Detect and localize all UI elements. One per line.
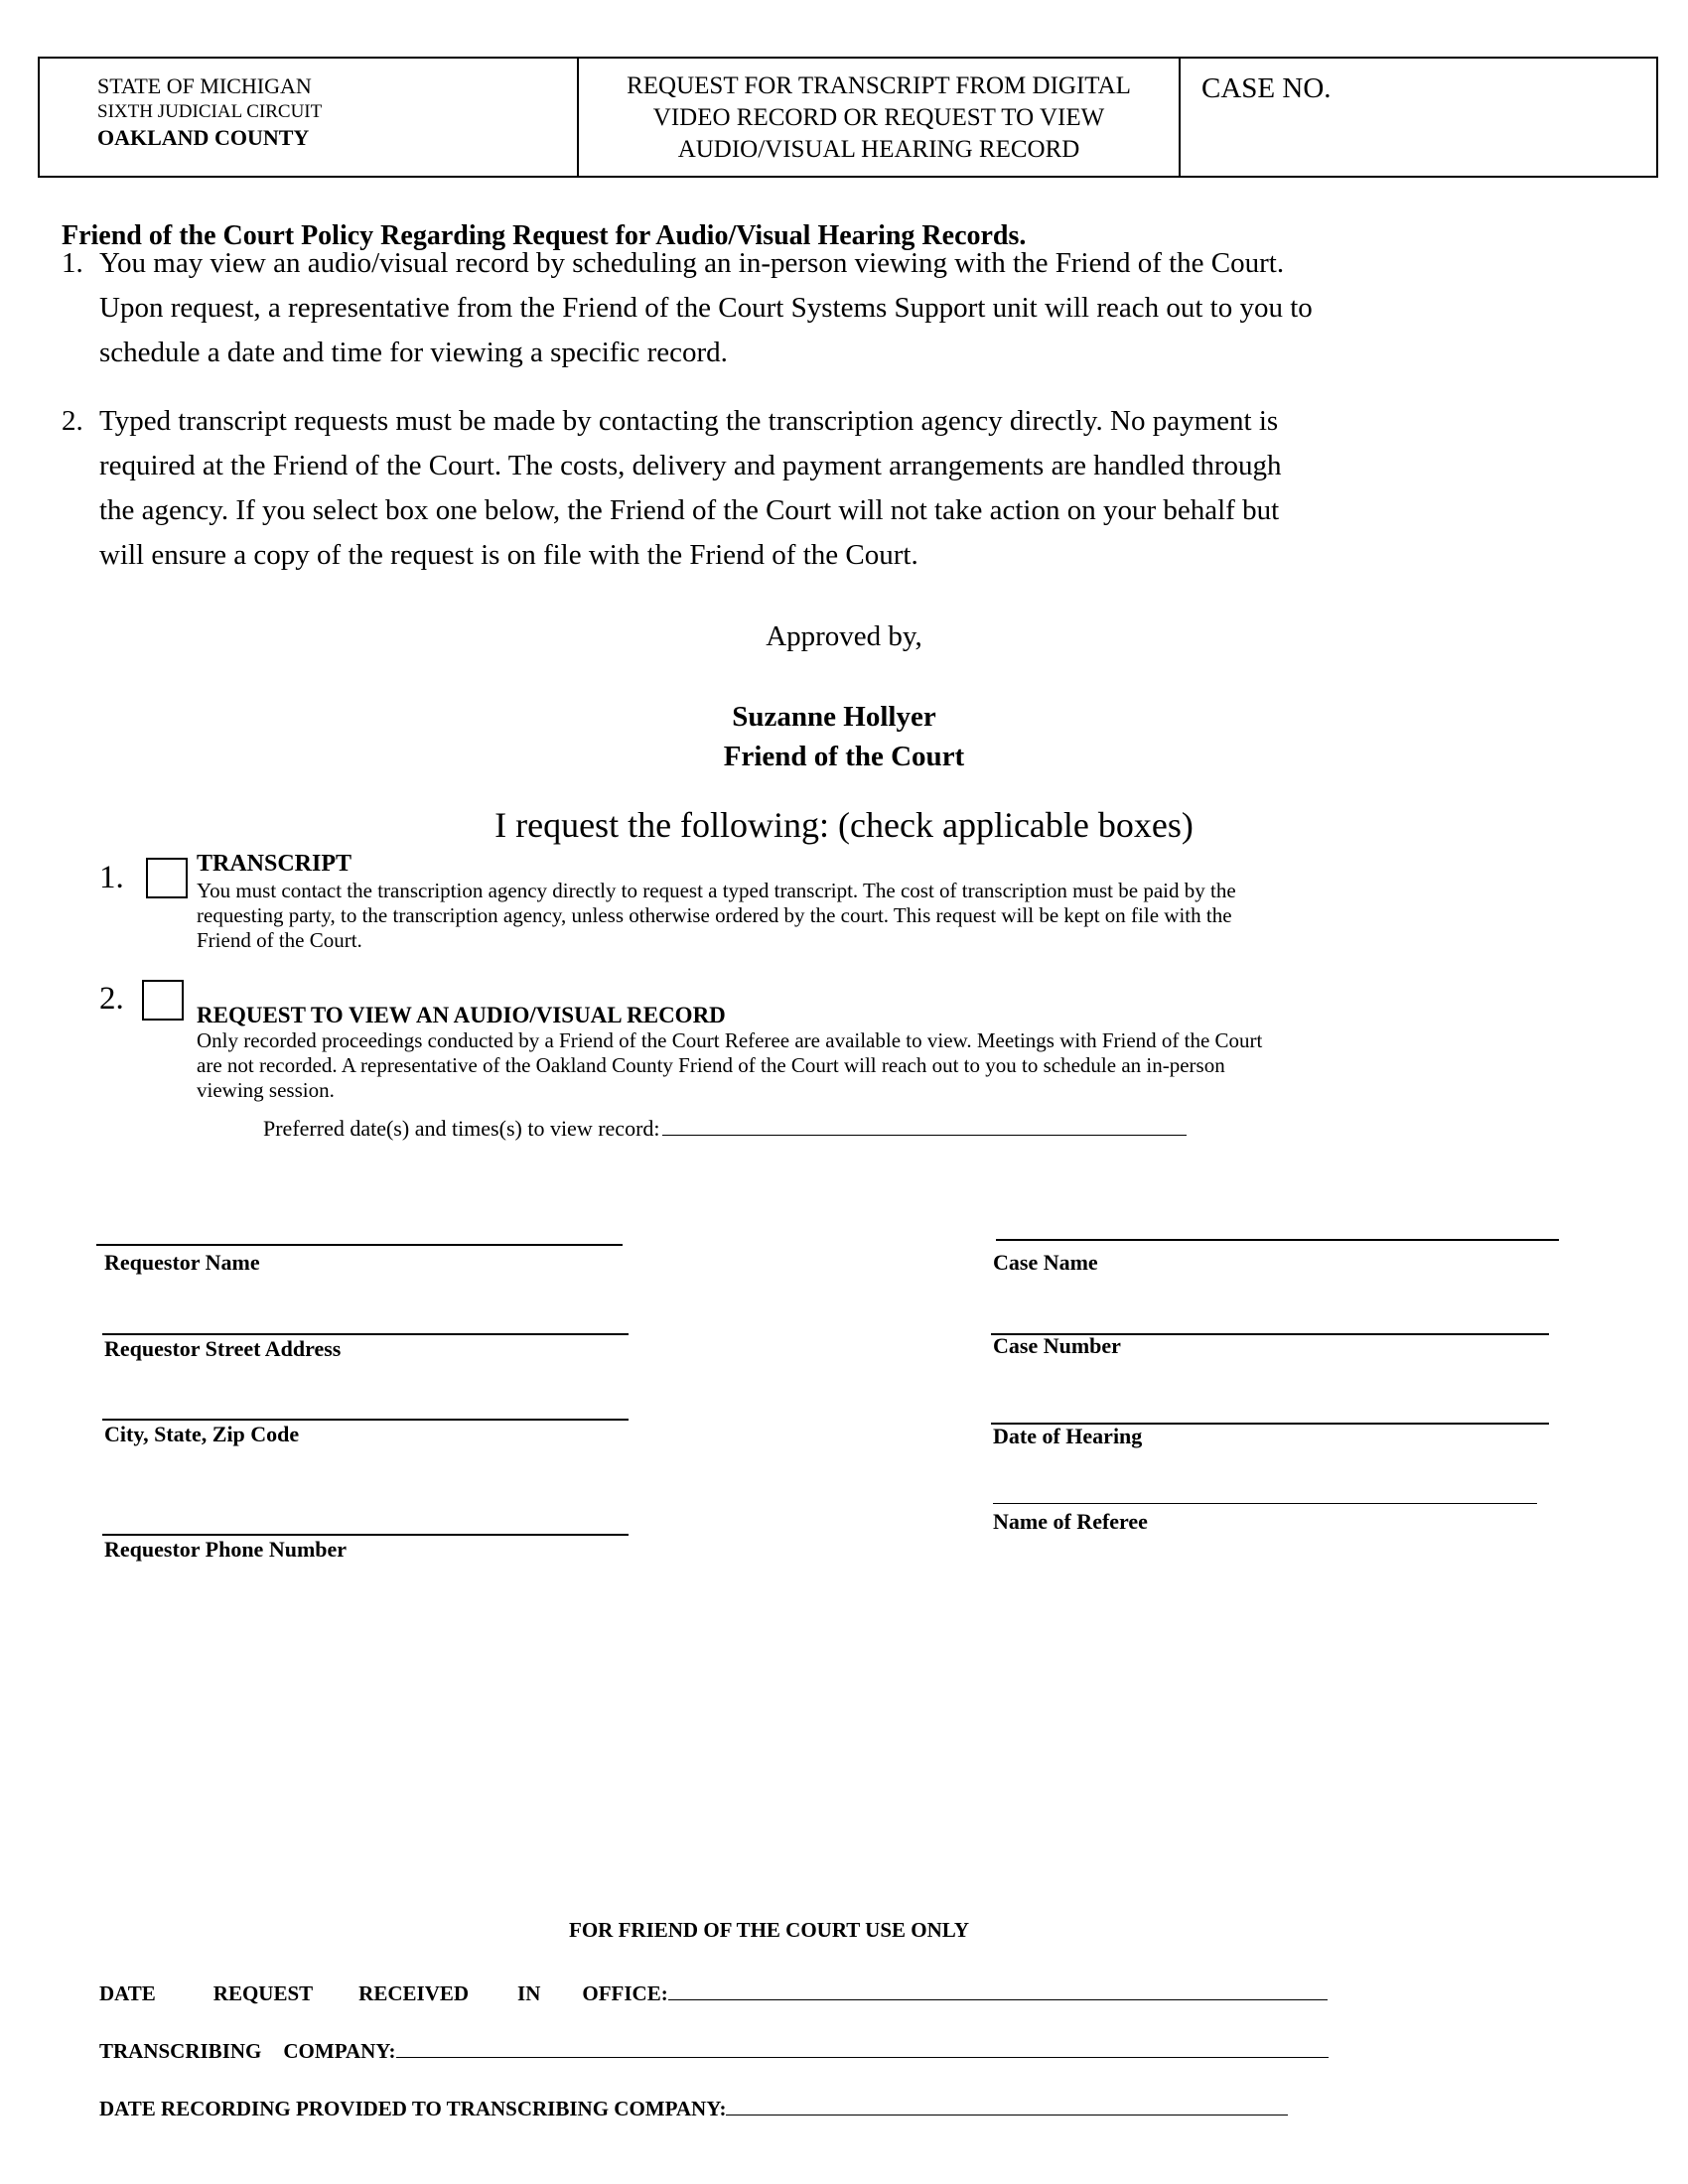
policy-item-1	[62, 241, 1521, 375]
name-of-referee-line[interactable]	[993, 1503, 1537, 1504]
preferred-dates-field[interactable]	[263, 1116, 1187, 1142]
option-title-transcript: TRANSCRIPT	[197, 851, 352, 877]
city-state-zip-line[interactable]	[102, 1419, 629, 1421]
office-word: COMPANY:	[283, 2039, 396, 2063]
policy-text-line: You may view an audio/visual record by scheduling an in-person viewing with the Friend of the Court.	[99, 247, 1285, 279]
signer-name: Suzanne Hollyer	[732, 701, 936, 733]
form-title-line: AUDIO/VISUAL HEARING RECORD	[677, 136, 1080, 163]
office-word: IN	[517, 1981, 541, 2005]
form-title-cell	[579, 57, 1181, 178]
description-line: requesting party, to the transcription agency, unless otherwise ordered by the court. This request will be kept on file with the	[197, 903, 1232, 927]
date-provided-input-line[interactable]	[726, 2098, 1288, 2116]
office-word: OFFICE:	[582, 1981, 668, 2005]
description-line: Only recorded proceedings conducted by a Friend of the Court Referee are available to view. Meetings with Friend of the Court	[197, 1028, 1263, 1052]
state-name: STATE OF MICHIGAN	[97, 73, 312, 98]
requestor-phone-label: Requestor Phone Number	[104, 1537, 348, 1562]
policy-text-line: required at the Friend of the Court. The costs, delivery and payment arrangements are handled through	[99, 450, 1282, 481]
option-description	[197, 1028, 1487, 1103]
case-name-line[interactable]	[996, 1239, 1559, 1241]
requestor-street-line[interactable]	[102, 1333, 629, 1335]
case-name-label: Case Name	[993, 1250, 1098, 1275]
policy-title: Friend of the Court Policy Regarding Request for Audio/Visual Hearing Records.	[62, 220, 1027, 251]
signer-title: Friend of the Court	[723, 741, 965, 772]
option-description	[197, 879, 1487, 953]
office-word: REQUEST	[212, 1981, 314, 2005]
description-line: are not recorded. A representative of the Oakland County Friend of the Court will reach out to you to schedule an in-person	[197, 1053, 1225, 1077]
requestor-phone-line[interactable]	[102, 1534, 629, 1536]
office-word: RECEIVED	[358, 1981, 470, 2005]
date-provided-row	[99, 2097, 1288, 2121]
office-word: DATE RECORDING PROVIDED TO TRANSCRIBING COMPANY:	[99, 2097, 727, 2120]
preferred-dates-label: Preferred date(s) and times(s) to view record:	[263, 1116, 660, 1141]
policy-text-line: Upon request, a representative from the Friend of the Court Systems Support unit will reach out to you to	[99, 292, 1313, 324]
form-title-line: REQUEST FOR TRANSCRIPT FROM DIGITAL	[627, 72, 1131, 99]
request-heading: I request the following: (check applicable boxes)	[494, 805, 1194, 845]
policy-text-line: Typed transcript requests must be made by contacting the transcription agency directly. No payment is	[99, 405, 1279, 437]
office-word: DATE	[99, 1981, 156, 2005]
requestor-name-line[interactable]	[96, 1244, 623, 1246]
signer-block	[0, 697, 1688, 776]
requestor-street-label: Requestor Street Address	[104, 1336, 342, 1361]
policy-item-2	[62, 399, 1521, 578]
name-of-referee-label: Name of Referee	[993, 1509, 1148, 1534]
date-received-row	[99, 1981, 1328, 2006]
case-no-label: CASE NO.	[1201, 72, 1332, 104]
office-use-title: FOR FRIEND OF THE COURT USE ONLY	[569, 1918, 969, 1942]
court-info-cell	[38, 57, 579, 178]
policy-text-line: will ensure a copy of the request is on file with the Friend of the Court.	[99, 539, 918, 571]
circuit-name: SIXTH JUDICIAL CIRCUIT	[97, 101, 323, 122]
transcript-checkbox[interactable]	[146, 858, 188, 898]
preferred-dates-input-line[interactable]	[662, 1118, 1187, 1136]
policy-text-line: schedule a date and time for viewing a specific record.	[99, 337, 728, 368]
policy-item-number: 2.	[62, 405, 83, 437]
county-name: OAKLAND COUNTY	[97, 125, 310, 150]
city-state-zip-label: City, State, Zip Code	[104, 1422, 300, 1446]
form-title-line: VIDEO RECORD OR REQUEST TO VIEW	[652, 104, 1105, 131]
header-table	[38, 57, 1658, 178]
policy-item-number: 1.	[62, 247, 83, 279]
description-line: Friend of the Court.	[197, 928, 362, 952]
description-line: You must contact the transcription agency directly to request a typed transcript. The cost of transcription must be paid by the	[197, 879, 1236, 902]
view-record-checkbox[interactable]	[142, 980, 184, 1021]
date-of-hearing-label: Date of Hearing	[993, 1424, 1143, 1448]
approved-by: Approved by,	[766, 620, 922, 652]
transcribing-company-row	[99, 2039, 1329, 2064]
policy-text-line: the agency. If you select box one below, the Friend of the Court will not take action on your behalf but	[99, 494, 1280, 526]
case-number-label: Case Number	[993, 1333, 1121, 1358]
option-title-view-record: REQUEST TO VIEW AN AUDIO/VISUAL RECORD	[197, 1003, 726, 1027]
description-line: viewing session.	[197, 1078, 335, 1102]
case-no-cell[interactable]	[1181, 57, 1658, 178]
option-number: 2.	[99, 981, 124, 1017]
requestor-name-label: Requestor Name	[104, 1250, 260, 1275]
transcribing-company-input-line[interactable]	[396, 2040, 1329, 2058]
office-word: TRANSCRIBING	[99, 2039, 262, 2063]
date-received-input-line[interactable]	[668, 1982, 1328, 2000]
option-number: 1.	[99, 860, 124, 895]
